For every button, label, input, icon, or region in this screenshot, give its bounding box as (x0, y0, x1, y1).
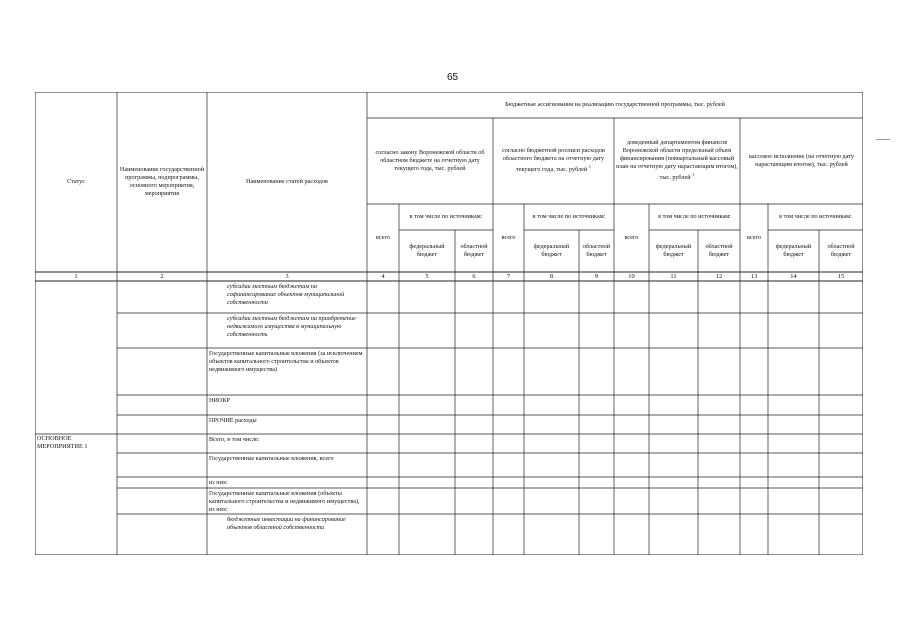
header-federal-budget: федеральный бюджет (775, 243, 812, 258)
column-number: 1 (74, 273, 78, 280)
column-number: 2 (160, 273, 164, 280)
column-number: 14 (790, 273, 797, 280)
column-number: 7 (506, 273, 511, 280)
column-number: 11 (670, 273, 677, 280)
header-federal-budget: федеральный бюджет (533, 243, 570, 258)
header-regional-budget: областной бюджет (582, 243, 611, 258)
header-group-law: согласно закону Воронежской области об областном бюджете на отчетную дату текущего года, тыс. рублей (375, 149, 485, 172)
header-group-limit (614, 118, 740, 204)
expense-article: Всего, в том числе: (209, 436, 260, 443)
header-incl-sources: в том числе по источникам: (409, 213, 483, 220)
header-group-rospis-text: согласно бюджетной росписи расходов областного бюджета на отчетную дату текущего года, тыс. рублей (502, 147, 605, 174)
header-incl-sources: в том числе по источникам: (532, 213, 606, 220)
expense-article: субсидии местным бюджетам на софинансирование объектов муниципальной собственности (227, 283, 345, 306)
column-number: 13 (750, 273, 758, 280)
column-number: 9 (594, 273, 599, 280)
header-federal-budget: федеральный бюджет (655, 243, 692, 258)
expense-article: бюджетные инвестиции на финансирование объектов областной собственности (227, 516, 346, 531)
header-group-cash: кассовое исполнение (на отчетную дату нарастающим итогом), тыс. рублей (749, 153, 854, 168)
header-budget-allocations: Бюджетные ассигнования на реализацию государственной программы, тыс. рублей (505, 101, 725, 108)
column-number: 4 (381, 273, 385, 280)
footnote-mark: 1 (588, 164, 591, 170)
column-number: 10 (628, 273, 635, 280)
column-number: 6 (472, 273, 476, 280)
column-number: 3 (285, 273, 289, 280)
column-number: 12 (715, 273, 723, 280)
column-number: 15 (837, 273, 845, 280)
margin-mark (876, 139, 890, 140)
header-regional-budget: областной бюджет (827, 243, 855, 258)
header-total: всего (376, 234, 390, 241)
expense-article: Государственные капитальные вложения (за исключением объектов капитального строительства и объектов недвижимого имущества) (209, 350, 363, 373)
budget-table (35, 92, 863, 555)
header-group-limit-text: доведенный департаментом финансов Воронежской области предельный объем финансирования (поквартальный кассовый план на отчетную дату нарастающим итогом), тыс. рублей (616, 139, 738, 182)
expense-article: субсидии местным бюджетам на приобретение недвижимого имущества в муниципальную собственность (227, 315, 356, 338)
header-total: всего (747, 234, 761, 241)
header-federal-budget: федеральный бюджет (409, 243, 445, 258)
header-incl-sources: в том числе по источникам: (779, 213, 852, 220)
header-group-rospis (493, 118, 614, 204)
footnote-mark: 1 (692, 172, 695, 178)
header-program-name: Наименование государственной программы, подпрограммы, основного мероприятия, мероприятия (119, 166, 205, 197)
expense-article: из них: (209, 479, 228, 486)
expense-article: Государственные капитальные вложения (объекты капитального строительства и недвижимого имущества), из них: (209, 490, 360, 513)
page-number: 65 (446, 72, 459, 83)
header-regional-budget: областной бюджет (460, 243, 488, 258)
column-number: 8 (549, 273, 554, 280)
header-incl-sources: в том числе по источникам: (658, 213, 731, 220)
expense-article: ПРОЧИЕ расходы (209, 417, 257, 424)
expense-article: Государственные капитальные вложения, всего (209, 455, 334, 462)
expense-article: НИОКР (209, 397, 230, 404)
header-expense-articles: Наименование статей расходов (246, 178, 328, 185)
header-status: Статус (67, 178, 85, 185)
header-total: всего (501, 234, 516, 241)
column-number: 5 (425, 273, 429, 280)
row-status: ОСНОВНОЕ МЕРОПРИЯТИЕ 1 (37, 435, 88, 450)
header-total: всего (624, 234, 639, 241)
header-regional-budget: областной бюджет (705, 243, 733, 258)
